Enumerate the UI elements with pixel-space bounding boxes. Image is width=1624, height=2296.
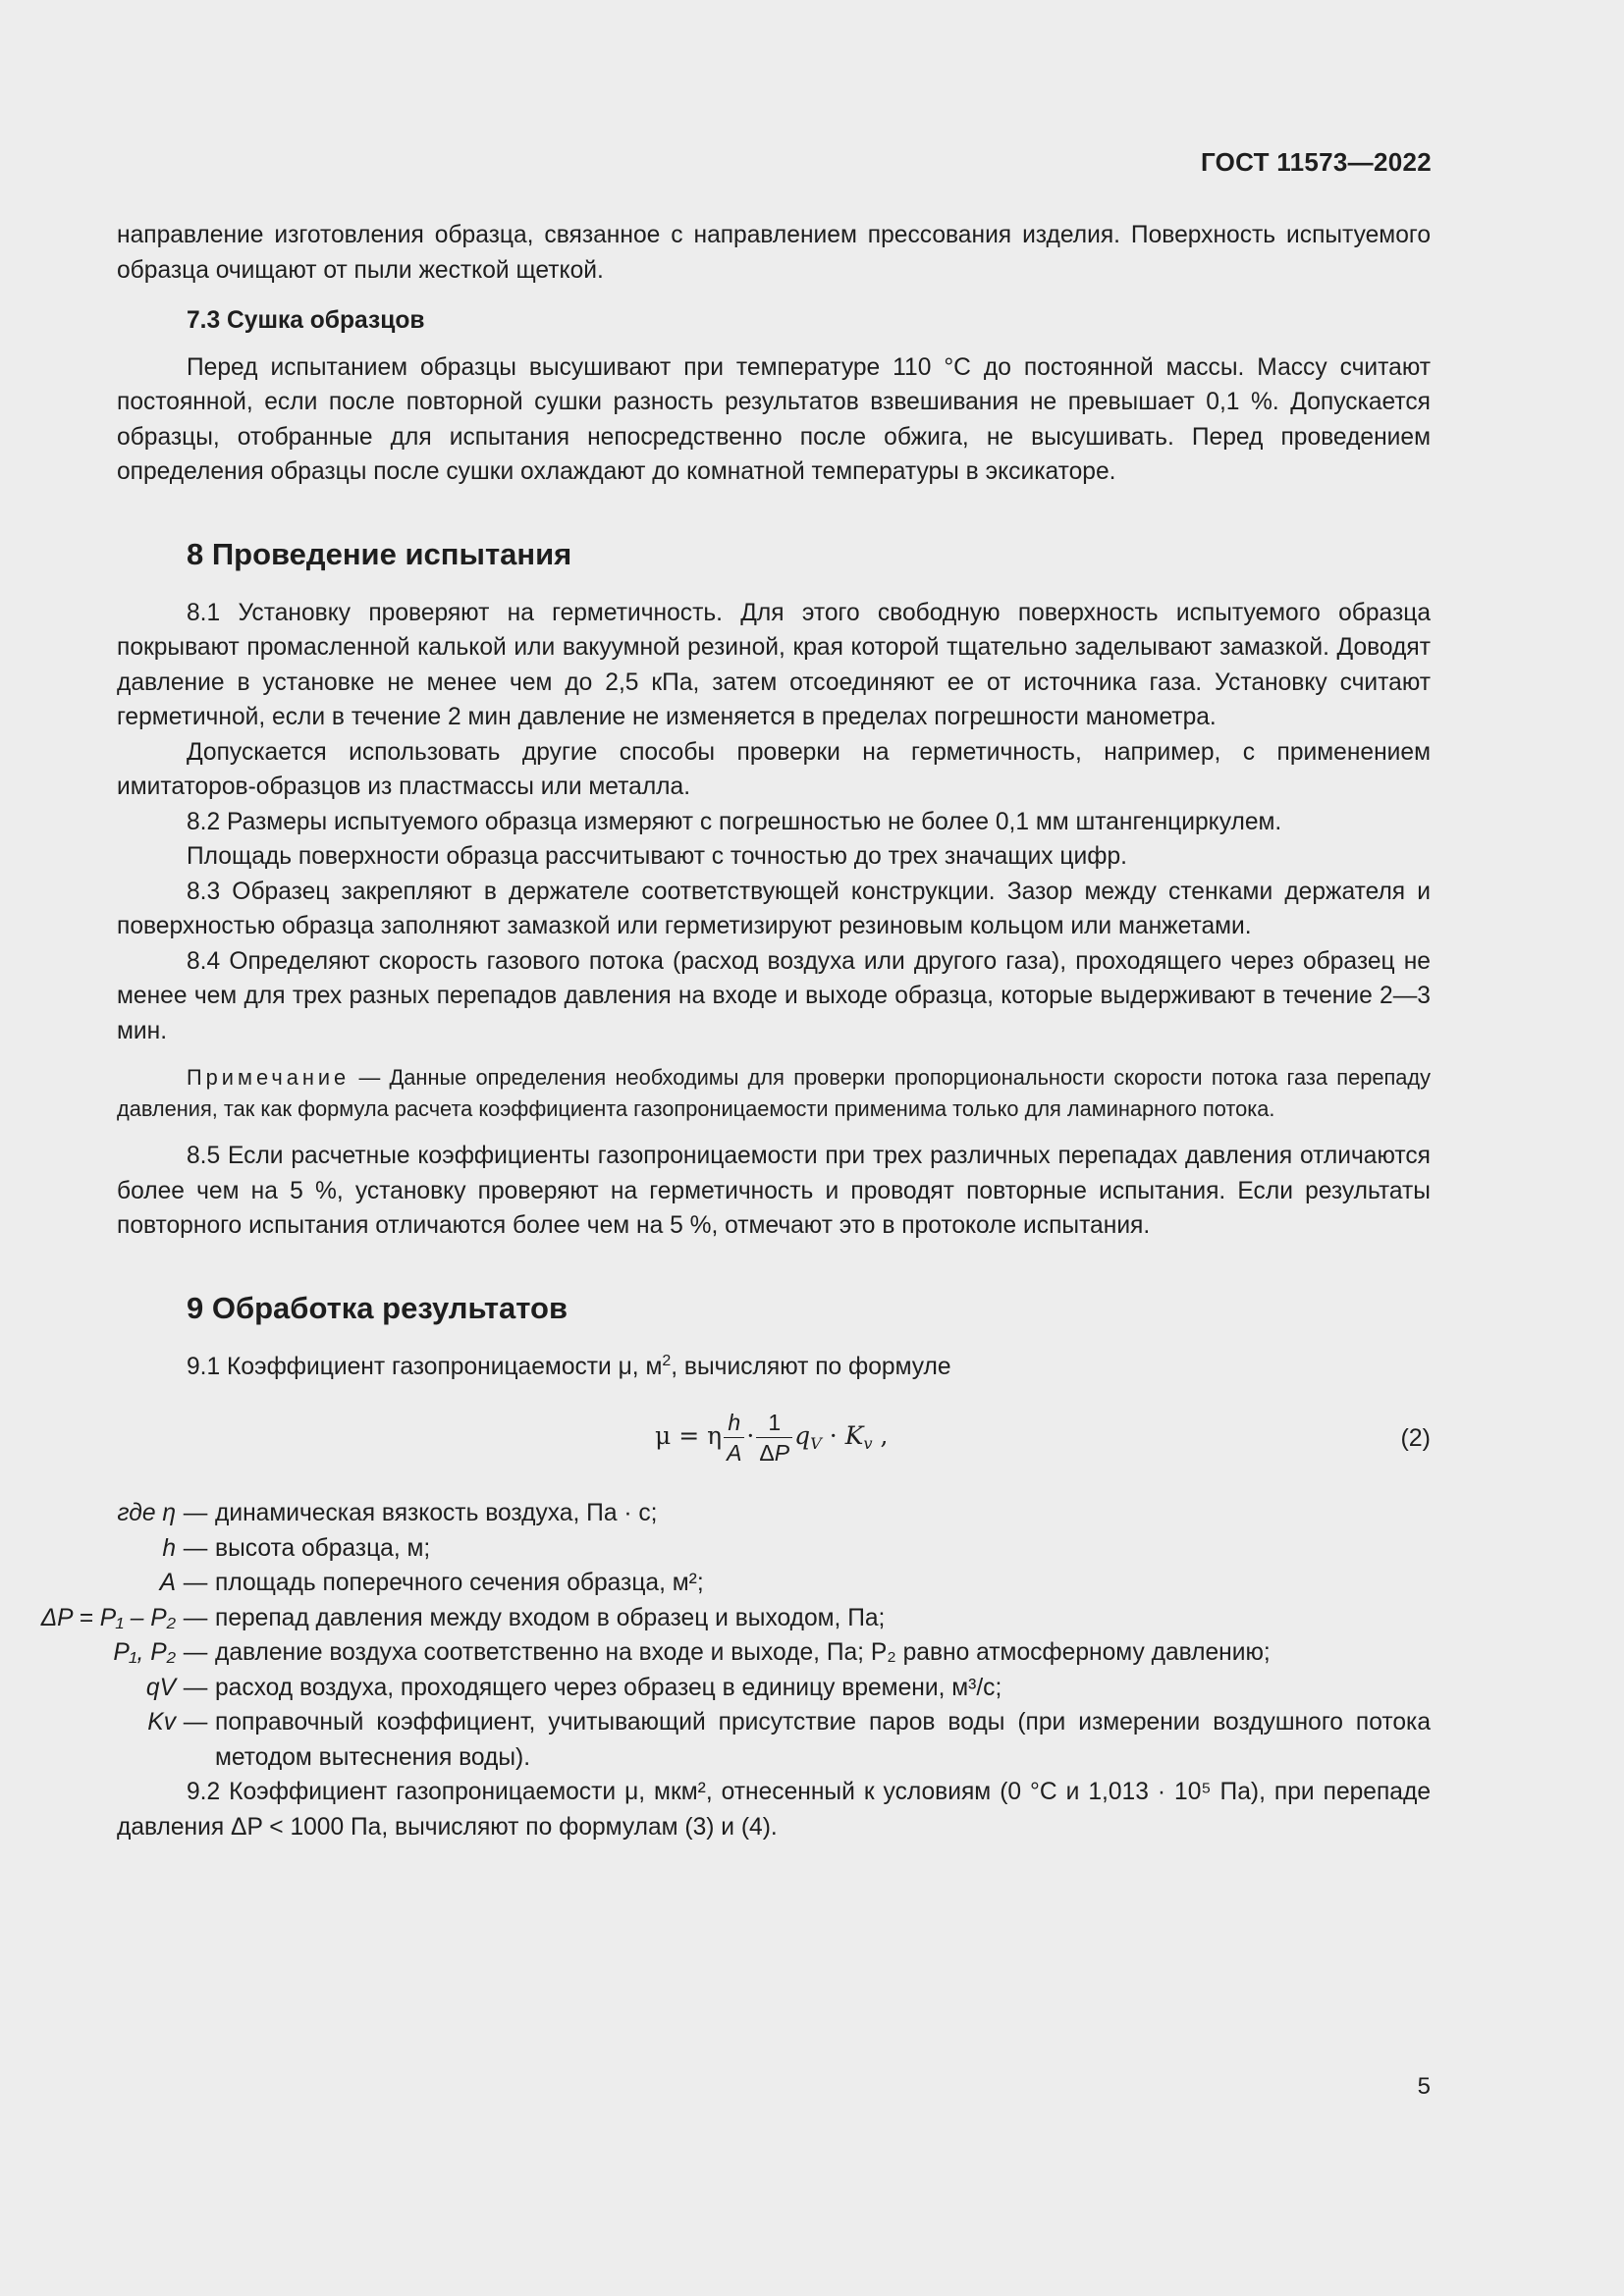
definition-symbol: где η	[117, 1500, 176, 1526]
definition-text: давление воздуха соответственно на входе и выходе, Па; P₂ равно атмосферному давлению;	[215, 1639, 1271, 1666]
definition-dash: —	[183, 1639, 208, 1666]
definition-dash: —	[183, 1674, 208, 1701]
definition-symbol: A	[159, 1570, 176, 1596]
paragraph-8-3: 8.3 Образец закрепляют в держателе соответствующей конструкции. Зазор между стенками держателя и поверхностью образца заполняют замазкой или герметизируют резиновым кольцом или манжетами.	[117, 878, 1431, 939]
note-label: Примечание	[187, 1065, 351, 1090]
intro-paragraph: направление изготовления образца, связанное с направлением прессования изделия. Поверхность испытуемого образца очищают от пыли жесткой щеткой.	[117, 222, 1431, 284]
definition-symbol: Kv	[147, 1709, 176, 1735]
definition-text: перепад давления между входом в образец и выходом, Па;	[215, 1604, 886, 1631]
definition-text: площадь поперечного сечения образца, м²;	[215, 1570, 704, 1596]
section-heading-9: 9 Обработка результатов	[187, 1290, 568, 1325]
document-body	[40, 218, 1431, 1844]
definition-row	[117, 1705, 1431, 1775]
page-number: 5	[1417, 2073, 1431, 2100]
formula-2	[117, 1398, 1431, 1486]
paragraph-8-4: 8.4 Определяют скорость газового потока (расход воздуха или другого газа), проходящего через образец не менее чем для трех разных перепадов давления на входе и выходе образца, которые выдерживают в течение 2—3 мин.	[117, 947, 1431, 1044]
definition-dash: —	[183, 1604, 208, 1631]
section-heading-8: 8 Проведение испытания	[187, 536, 572, 571]
definition-symbol: h	[162, 1534, 176, 1562]
definition-dash: —	[183, 1500, 208, 1526]
definition-text: расход воздуха, проходящего через образец в единицу времени, м³/с;	[215, 1674, 1002, 1701]
definition-text: динамическая вязкость воздуха, Па · с;	[215, 1500, 658, 1526]
paragraph-8-1: 8.1 Установку проверяют на герметичность. Для этого свободную поверхность испытуемого образца покрывают промасленной калькой или вакуумной резиной, края которой тщательно заделывают замазкой. Доводят давление в установке не менее чем до 2,5 кПа, затем отсоединяют ее от источника газа. Установку считают герметичной, если в течение 2 мин давление не изменяется в пределах погрешности манометра.	[117, 599, 1431, 730]
definition-dash: —	[183, 1534, 208, 1562]
paragraph-8-2: 8.2 Размеры испытуемого образца измеряют с погрешностью не более 0,1 мм штангенциркулем.	[187, 808, 1282, 835]
definition-row	[117, 1671, 1431, 1706]
definition-row	[117, 1531, 1431, 1567]
paragraph-9-1-text-end: , вычисляют по формуле	[671, 1353, 951, 1380]
paragraph-8-5: 8.5 Если расчетные коэффициенты газопроницаемости при трех различных перепадах давления отличаются более чем на 5 %, установку проверяют на герметичность и проводят повторные испытания. Если результаты повторного испытания отличаются более чем на 5 %, отмечают это в протоколе испытания.	[117, 1143, 1431, 1239]
paragraph-9-2: 9.2 Коэффициент газопроницаемости μ, мкм², отнесенный к условиям (0 °С и 1,013 · 10⁵ Па), при перепаде давления ΔP < 1000 Па, вычисляют по формулам (3) и (4).	[117, 1779, 1431, 1841]
definitions-list	[40, 1496, 1431, 1775]
paragraph-8-1-b: Допускается использовать другие способы проверки на герметичность, например, с применением имитаторов-образцов из пластмассы или металла.	[117, 738, 1431, 800]
superscript: 2	[662, 1352, 672, 1369]
paragraph-9-1-text: 9.1 Коэффициент газопроницаемости μ, м	[187, 1353, 663, 1380]
definition-dash: —	[183, 1570, 208, 1596]
definition-dash: —	[183, 1709, 208, 1735]
equation-number: (2)	[1400, 1424, 1431, 1452]
formula-expression: μ = η $\frac{h}{A}$ · $\frac{1}{\Delta P}$ $q_V \cdot K_v$ ,	[655, 1410, 889, 1466]
definition-row	[117, 1496, 1431, 1531]
note-text: — Данные определения необходимы для проверки пропорциональности скорости потока газа перепаду давления, так как формула расчета коэффициента газопроницаемости применима только для ламинарного потока.	[117, 1065, 1431, 1121]
definition-row	[117, 1566, 1431, 1601]
definition-text: поправочный коэффициент, учитывающий присутствие паров воды (при измерении воздушного потока методом вытеснения воды).	[215, 1709, 1431, 1771]
definition-row	[113, 1635, 1431, 1671]
note	[117, 1062, 1431, 1125]
definition-symbol: P₁, P₂	[113, 1639, 176, 1666]
subsection-heading-7-3: 7.3 Сушка образцов	[187, 307, 425, 334]
definition-symbol: qV	[145, 1674, 176, 1701]
document-code: ГОСТ 11573—2022	[1200, 147, 1432, 177]
paragraph-8-2-b: Площадь поверхности образца рассчитывают с точностью до трех значащих цифр.	[187, 843, 1128, 870]
paragraph-7-3: Перед испытанием образцы высушивают при температуре 110 °С до постоянной массы. Массу считают постоянной, если после повторной сушки разность результатов взвешивания не превышает 0,1 %. Допускается образцы, отобранные для испытания непосредственно после обжига, не высушивать. Перед проведением определения образцы после сушки охлаждают до комнатной температуры в эксикаторе.	[117, 353, 1431, 485]
definition-row	[40, 1601, 1431, 1636]
definition-text: высота образца, м;	[215, 1534, 431, 1562]
definition-symbol: ΔP = P₁ – P₂	[40, 1604, 176, 1631]
paragraph-9-1	[117, 1350, 1431, 1385]
